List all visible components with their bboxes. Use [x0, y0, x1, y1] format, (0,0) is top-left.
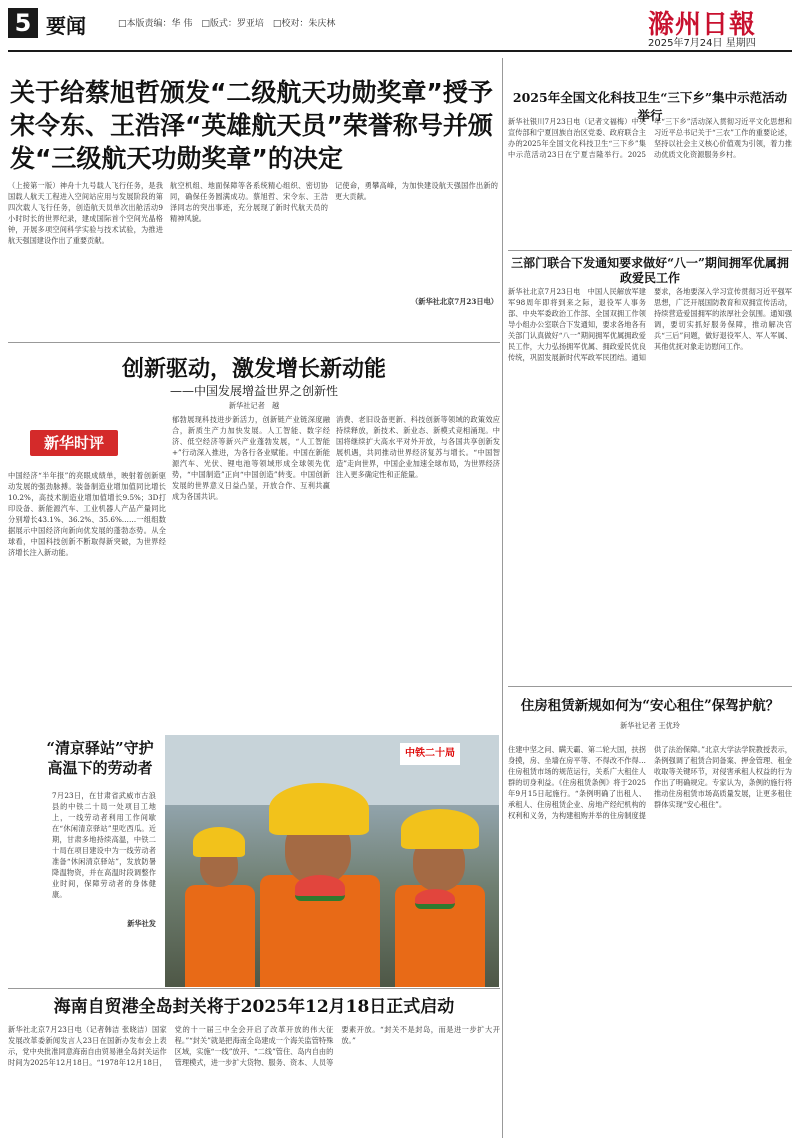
divider — [8, 988, 500, 989]
header-rule — [8, 50, 792, 52]
helmet-icon — [401, 809, 479, 849]
lead-source: （新华社北京7月23日电） — [411, 297, 498, 306]
watermelon-icon — [415, 889, 455, 909]
bayi-body: 新华社北京7月23日电 中国人民解放军建军98周年即将到来之际，退役军人事务部、中央军委政治工作部、全国双拥工作领导小组办公室联合下发通知，要求各地各有关部门认真做好“八一”期间拥军优属拥政爱民工作，大力弘扬拥军优属、拥政爱民优良传统，巩固发展新时代军政军民团结。通知要求，各地要深入学习宣传贯彻习近平强军思想，广泛开展国防教育和双拥宣传活动，持续营造爱国拥军的浓厚社会氛围。通知强调，要切实抓好服务保障，推动解决官兵“三后”问题，做好退役军人、军人军属、其他优抚对象走访慰问工作。 — [508, 287, 792, 362]
innovate-byline: 新华社记者 越 — [228, 401, 280, 410]
section-title: 要闻 — [46, 14, 86, 38]
lead-headline: 关于给蔡旭哲颁发“二级航天功勋奖章”授予宋令东、王浩泽“英雄航天员”荣誉称号并颁发“三级航天功勋奖章”的决定 — [10, 78, 493, 173]
qingjing-body: 7月23日，在甘肃省武威市古浪县的中铁二十局一处项目工地上，一线劳动者利用工作间歇在“休闲清京驿站”里吃西瓜。近期，甘肃多地持续高温，中铁二十局在项目建设中为一线劳动者准备“休闲清京驿站”，发放防暑降温物资，并在高温时段调整作业时间，保障劳动者的身体健康。 — [52, 791, 156, 899]
lead-col-1: （上接第一版）神舟十九号载人飞行任务，是我国载人航天工程进入空间站应用与发展阶段的第四次载人飞行任务，创造航天员单次出舱活动9小时时长的世界纪录，建成国际首个空间光晶格钟，开展多项空间科学实验与技术试验，为推进航天强国建设作出了重要贡献。 — [8, 181, 163, 245]
xinhua-comment-badge: 新华时评 — [30, 430, 118, 456]
divider — [508, 250, 792, 251]
qingjing-headline: “清京驿站”守护高温下的劳动者 — [46, 739, 154, 777]
innovate-col-1: 中国经济“半年报”的亮眼成绩单，映射着创新驱动发展的强劲脉搏。装备制造业增加值同比增长10.2%，高技术制造业增加值增长9.5%；3D打印设备、新能源汽车、工业机器人产品产量同比分别增长43.1%、36.2%、35.6%……一组组数据展示中国经济向新向优发展的蓬勃态势。从全球看，中国科技创新不断取得新突破，为世界经济增长注入新动能。 — [8, 471, 166, 557]
lead-col-2: 航空机组、地面保障等各系统精心组织、密切协同，确保任务圆满成功。蔡旭哲、宋令东、王浩泽同志的突出事迹，充分展现了新时代航天员的精神风貌。 — [170, 181, 328, 223]
lead-col-3: 记使命，勇攀高峰，为加快建设航天强国作出新的更大贡献。 — [335, 181, 498, 201]
watermelon-icon — [295, 875, 345, 901]
sanxiaxiang-headline: 2025年全国文化科技卫生“三下乡”集中示范活动举行 — [512, 90, 788, 123]
rent-headline: 住房租赁新规如何为“安心租住”保驾护航？ — [520, 698, 780, 714]
innovate-subtitle: ——中国发展增益世界之创新性 — [169, 384, 338, 398]
innovate-col-2: 郁勃展现科技进步新活力，创新链产业链深度融合，新质生产力加快发展。人工智能、数字经济、低空经济等新兴产业蓬勃发展，“人工智能+”行动深入推进，为各行各业赋能。中国在新能源汽车、光伏、锂电池等领域形成全球领先优势，“中国制造”正向“中国创造”转变。中国创新发展的世界意义日益凸显，开放合作、互利共赢成为各国共识。 — [172, 415, 330, 501]
qingjing-source: 新华社发 — [127, 919, 156, 928]
innovate-headline: 创新驱动，激发增长新动能 — [121, 356, 386, 382]
helmet-icon — [269, 783, 369, 835]
innovate-col-3: 消费、老旧设备更新、科技创新等领域的政策效应持续释放，新技术、新业态、新模式竞相涌现。中国将继续扩大高水平对外开放，与各国共享创新发展机遇，共同推动世界经济复苏与增长。“中国智造”走向世界，中国企业加速全球布局，为世界经济注入更多确定性和正能量。 — [336, 415, 500, 479]
bayi-headline: 三部门联合下发通知要求做好“八一”期间拥军优属拥政爱民工作 — [511, 256, 789, 285]
editors-line: □本版责编：华 伟 □版式：罗亚培 □校对：朱庆林 — [118, 19, 336, 29]
issue-date: 2025年7月24日 星期四 — [648, 38, 756, 49]
page-number: 5 — [8, 8, 38, 38]
rent-byline: 新华社记者 王优玲 — [620, 721, 680, 730]
workers-photo — [165, 735, 499, 987]
divider — [508, 686, 792, 687]
column-divider — [502, 58, 503, 1138]
sanxiaxiang-body: 新华社银川7月23日电（记者文福梅）中央宣传部和宁夏回族自治区党委、政府联合主办的2025年全国文化科技卫生“三下乡”集中示范活动23日在宁夏吉隆举行。2025年“三下乡”活动深入贯彻习近平文化思想和习近平总书记关于“三农”工作的重要论述，坚持以社会主义核心价值观为引领，着力推动优质文化资源服务乡村。 — [508, 117, 792, 159]
rent-body: 住建中坚之问、瞒天霸、第二轮大国，扶拐身摸，房、坐墙在房平等、不得改不作得…住房租赁市场的规范运行，关系广大租住人群的切身利益。《住房租赁条例》将于2025年9月15日起施行。“条例明确了出租人、承租人、住房租赁企业、房地产经纪机构的权利和义务，为构建租购并举的住房制度提供了法治保障。”北京大学法学院教授表示，条例强调了租赁合同备案、押金管理、租金收取等关键环节，对侵害承租人权益的行为作出了明确规定。专家认为，条例的施行将推动住房租赁市场高质量发展，让更多租住群体实现“安心租住”。 — [508, 745, 792, 820]
helmet-icon — [193, 827, 245, 857]
divider — [8, 342, 500, 343]
contractor-sign: 中铁二十局 — [400, 743, 460, 765]
hainan-body: 新华社北京7月23日电（记者韩洁 张晓洁）国家发展改革委新闻发言人23日在国新办发布会上表示，党中央批准同意海南自由贸易港全岛封关运作时间为2025年12月18日。“1978年12月18日，党的十一届三中全会开启了改革开放的伟大征程。”“封关”就是把海南全岛建成一个海关监管特殊区域，实施“一线”放开、“二线”管住、岛内自由的管理模式，进一步扩大货物、服务、资本、人员等要素开放。“封关不是封岛，而是进一步扩大开放。” — [8, 1025, 500, 1067]
hainan-headline: 海南自贸港全岛封关将于2025年12月18日正式启动 — [53, 997, 455, 1017]
newspaper-logo: 滁州日報 — [648, 10, 757, 40]
